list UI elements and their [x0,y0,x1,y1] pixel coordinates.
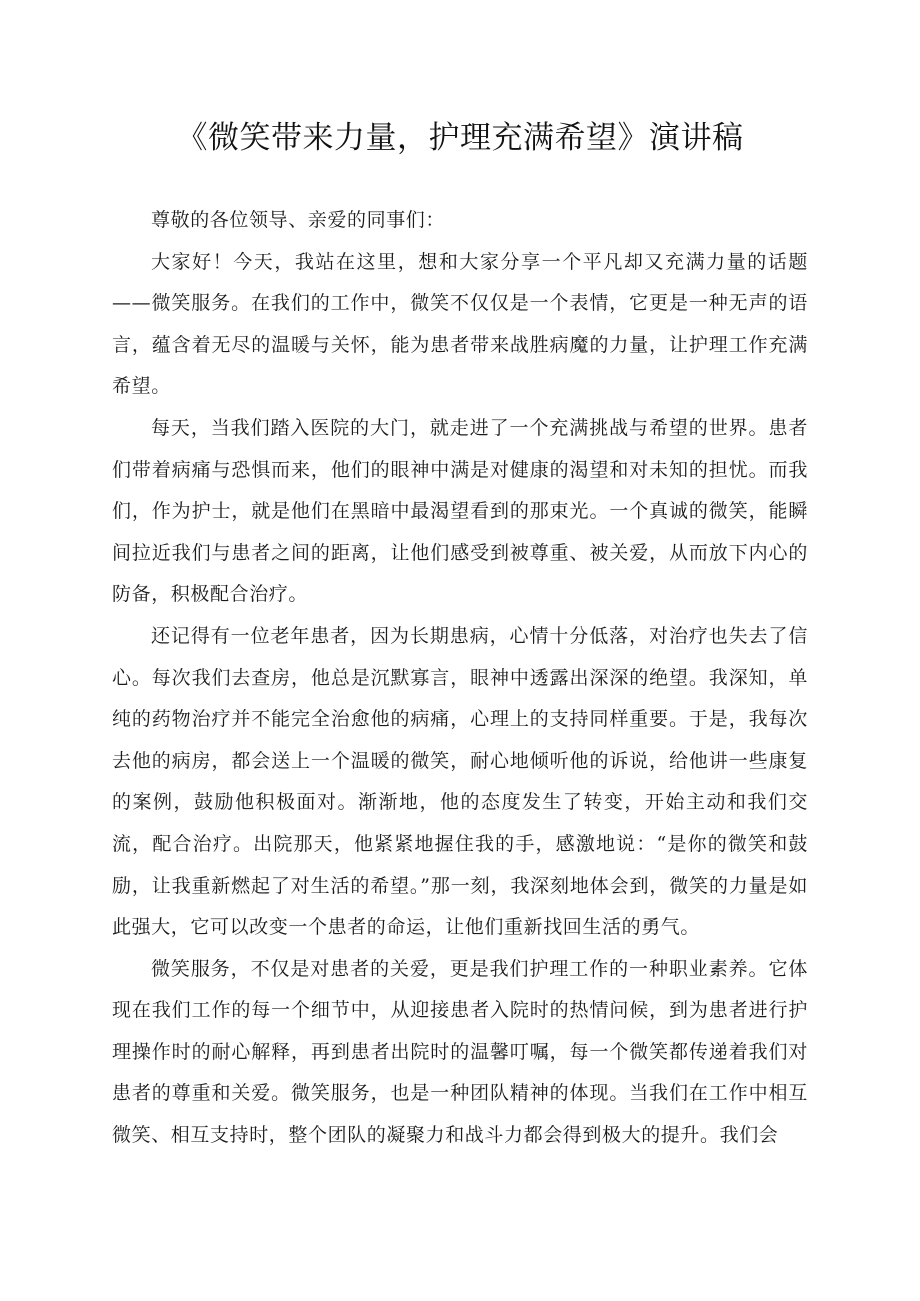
document-title: 《微笑带来力量，护理充满希望》演讲稿 [176,120,744,156]
salutation: 尊敬的各位领导、亲爱的同事们： [151,209,446,231]
paragraph-2: 每天，当我们踏入医院的大门，就走进了一个充满挑战与希望的世界。患者们带着病痛与恐惧而来，他们的眼神中满是对健康的渴望和对未知的担忧。而我们，作为护士，就是他们在黑暗中最渴望看到的那束光。一个真诚的微笑，能瞬间拉近我们与患者之间的距离，让他们感受到被尊重、被关爱，从而放下内心的防备，积极配合治疗。 [112,416,808,606]
paragraph-1: 大家好！今天，我站在这里，想和大家分享一个平凡却又充满力量的话题——微笑服务。在我们的工作中，微笑不仅仅是一个表情，它更是一种无声的语言，蕴含着无尽的温暖与关怀，能为患者带来战胜病魔的力量，让护理工作充满希望。 [112,250,808,398]
paragraph-4: 微笑服务，不仅是对患者的关爱，更是我们护理工作的一种职业素养。它体现在我们工作的每一个细节中，从迎接患者入院时的热情问候，到为患者进行护理操作时的耐心解释，再到患者出院时的温馨叮嘱，每一个微笑都传递着我们对患者的尊重和关爱。微笑服务，也是一种团队精神的体现。当我们在工作中相互微笑、相互支持时，整个团队的凝聚力和战斗力都会得到极大的提升。我们会 [112,957,808,1147]
document-body [112,200,808,1157]
paragraph-3: 还记得有一位老年患者，因为长期患病，心情十分低落，对治疗也失去了信心。每次我们去查房，他总是沉默寡言，眼神中透露出深深的绝望。我深知，单纯的药物治疗并不能完全治愈他的病痛，心理上的支持同样重要。于是，我每次去他的病房，都会送上一个温暖的微笑，耐心地倾听他的诉说，给他讲一些康复的案例，鼓励他积极面对。渐渐地，他的态度发生了转变，开始主动和我们交流，配合治疗。出院那天，他紧紧地握住我的手，感激地说：“是你的微笑和鼓励，让我重新燃起了对生活的希望。”那一刻，我深刻地体会到，微笑的力量是如此强大，它可以改变一个患者的命运，让他们重新找回生活的勇气。 [112,624,808,939]
